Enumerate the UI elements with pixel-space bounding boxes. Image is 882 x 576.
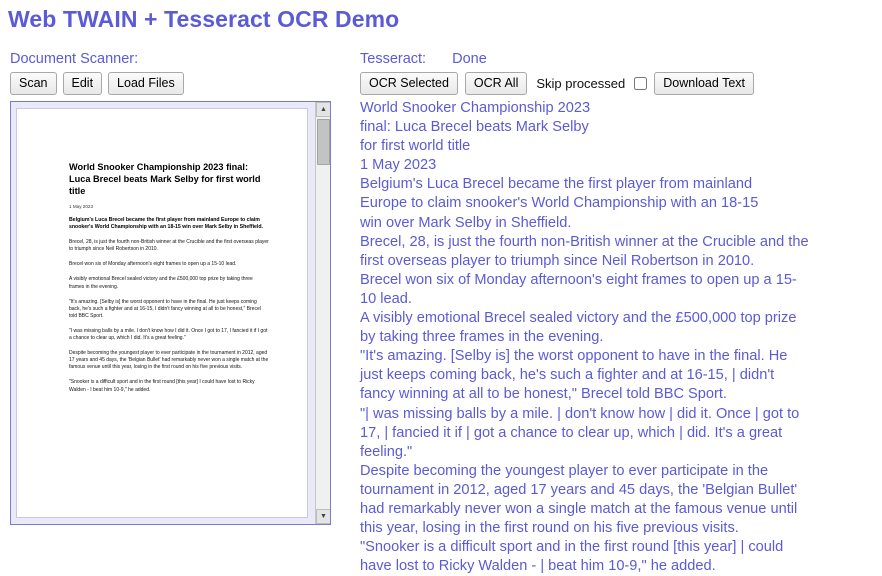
ocr-result-text[interactable]	[360, 99, 872, 576]
ocr-line: for first world title	[360, 138, 471, 155]
ocr-line: had remarkably never won a single match at the famous venue until	[360, 500, 798, 517]
ocr-line: Despite becoming the youngest player to ever participate in the	[360, 462, 769, 479]
scan-button[interactable]: Scan	[10, 72, 57, 95]
ocr-panel	[360, 50, 876, 576]
scanned-doc-paragraph: "It's amazing. [Selby is] the worst opponent to have in the final. He just keeps coming back, he's such a fighter and at 16-15, I didn't fancy winning at all to be honest," Brecel told BBC Sport.	[69, 298, 261, 319]
ocr-toolbar	[360, 72, 876, 95]
ocr-header	[360, 50, 876, 68]
scanned-doc-paragraph: Brecel won six of Monday afternoon's eight frames to open up a 15-10 lead.	[69, 261, 237, 268]
scanner-scrollbar[interactable]	[315, 102, 330, 524]
scrollbar-thumb[interactable]	[317, 119, 330, 165]
ocr-line: 10 lead.	[360, 290, 412, 307]
ocr-line: A visibly emotional Brecel sealed victory and the £500,000 top prize	[360, 310, 797, 327]
ocr-line: "It's amazing. [Selby is] the worst opponent to have in the final. He	[360, 348, 788, 365]
ocr-line: "Snooker is a difficult sport and in the first round [this year] | could	[360, 539, 784, 556]
load-files-button[interactable]: Load Files	[108, 72, 184, 95]
ocr-line: by taking three frames in the evening.	[360, 329, 604, 346]
ocr-line: tournament in 2012, aged 17 years and 45 days, the 'Belgian Bullet'	[360, 481, 798, 498]
ocr-line: just keeps coming back, he's such a fighter and at 16-15, | didn't	[360, 367, 775, 384]
scanned-doc-paragraph: A visibly emotional Brecel sealed victory and the £500,000 top prize by taking three frames in the evening.	[69, 276, 253, 290]
page-title: Web TWAIN + Tesseract OCR Demo	[8, 6, 400, 32]
edit-button[interactable]: Edit	[63, 72, 103, 95]
ocr-line: World Snooker Championship 2023	[360, 100, 591, 116]
scanned-doc-paragraph: "Snooker is a difficult sport and in the first round [this year] I could have lost to Ricky Walden - I beat him 10-9," he added.	[69, 379, 255, 393]
ocr-selected-button[interactable]: OCR Selected	[360, 72, 458, 95]
ocr-line: first overseas player to triumph since Neil Robertson in 2010.	[360, 252, 755, 269]
ocr-line: have lost to Ricky Walden - | beat him 10-9," he added.	[360, 558, 716, 575]
scanned-doc-paragraph: Despite becoming the youngest player to ever participate in the tournament in 2012, aged 17 years and 45 days, the 'Belgian Bullet' had remarkably never won a single match at the famous venue until this year, losing in the first round on his five previous visits.	[69, 350, 269, 371]
scanned-doc-date: 1 May 2023	[69, 203, 94, 209]
ocr-line: Brecel, 28, is just the fourth non-British winner at the Crucible and the	[360, 233, 809, 250]
ocr-line: feeling."	[360, 443, 413, 460]
document-scanner-label: Document Scanner:	[10, 51, 139, 67]
skip-processed-label: Skip processed	[536, 76, 626, 91]
scanned-document-image	[17, 109, 307, 517]
document-scanner-panel	[10, 50, 345, 525]
ocr-line: 1 May 2023	[360, 157, 437, 174]
scanned-page-container[interactable]	[16, 108, 308, 518]
scanner-toolbar	[10, 72, 345, 95]
ocr-line: "| was missing balls by a mile. | don't know how | did it. Once | got to	[360, 405, 800, 422]
ocr-line: final: Luca Brecel beats Mark Selby	[360, 119, 589, 136]
tesseract-label: Tesseract:	[360, 51, 427, 67]
ocr-line: Belgium's Luca Brecel became the first player from mainland	[360, 176, 753, 193]
ocr-line: this year, losing in the first round on his five previous visits.	[360, 520, 739, 537]
scanned-doc-lead: Belgium's Luca Brecel became the first player from mainland Europe to claim snooker's World Championship with an 18-15 win over Mark Selby in Sheffield.	[69, 216, 263, 230]
ocr-status-badge: Done	[452, 51, 487, 67]
ocr-line: win over Mark Selby in Sheffield.	[360, 214, 572, 231]
skip-processed-checkbox[interactable]	[634, 77, 647, 90]
ocr-line: Europe to claim snooker's World Championship with an 18-15	[360, 195, 759, 212]
scroll-up-arrow-icon[interactable]: ▲	[316, 102, 331, 117]
ocr-line: 17, | fancied it if | got a chance to clear up, which | did. It's a great	[360, 424, 783, 441]
scanner-viewport[interactable]	[10, 101, 331, 525]
ocr-all-button[interactable]: OCR All	[465, 72, 527, 95]
scanned-doc-paragraph: Brecel, 28, is just the fourth non-British winner at the Crucible and the first overseas player to triumph since Neil Robertson in 2010.	[69, 239, 269, 253]
ocr-line: Brecel won six of Monday afternoon's eight frames to open up a 15-	[360, 271, 797, 288]
scroll-down-arrow-icon[interactable]: ▼	[316, 509, 331, 524]
download-text-button[interactable]: Download Text	[654, 72, 754, 95]
ocr-line: fancy winning at all to be honest," Brecel told BBC Sport.	[360, 386, 727, 403]
scanned-doc-heading: World Snooker Championship 2023 final: Luca Brecel beats Mark Selby for first world title	[69, 162, 261, 197]
scanned-doc-paragraph: "I was missing balls by a mile. I don't know how I did it. Once I got to 17, I fancied it if I got a chance to clear up, which I did. It's a great feeling."	[69, 327, 268, 342]
scanned-document-text	[69, 161, 269, 402]
